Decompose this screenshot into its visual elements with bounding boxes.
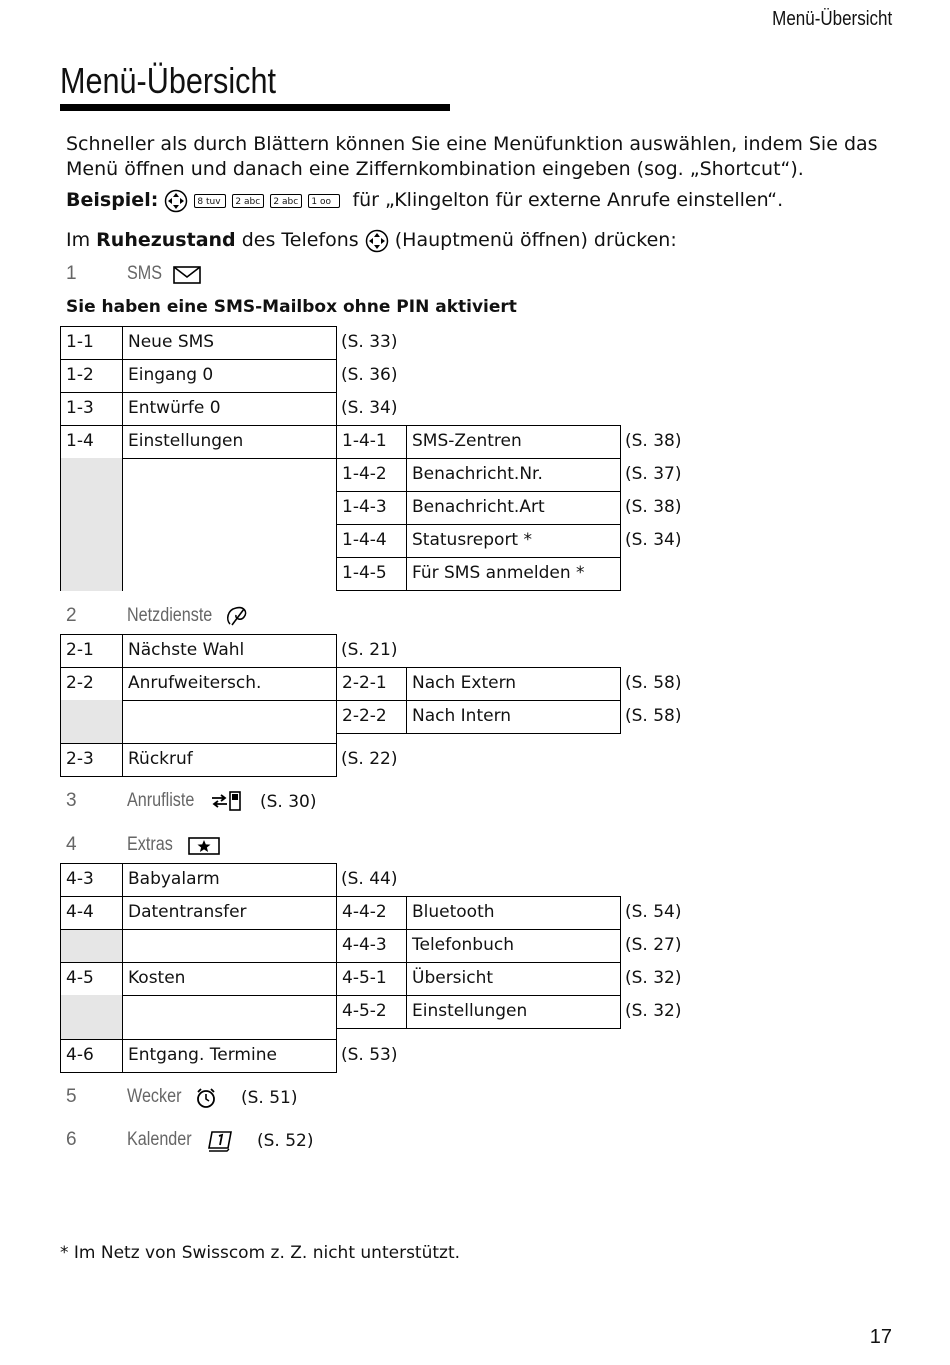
- section-name: Netzdienste: [127, 605, 213, 626]
- section-number: 2: [66, 605, 77, 626]
- menu-code: 4-5: [60, 962, 123, 996]
- section-number: 4: [66, 834, 77, 855]
- page-ref: (S. 34): [625, 530, 682, 550]
- submenu-code: 4-4-2: [336, 896, 407, 930]
- submenu-label: Einstellungen: [406, 995, 621, 1029]
- page-ref: (S. 32): [625, 1001, 682, 1021]
- section-number: 1: [66, 263, 77, 284]
- star-key-icon: [188, 837, 220, 855]
- submenu-label: Übersicht: [406, 962, 621, 996]
- menu-code: 2-3: [60, 743, 123, 777]
- menu-label: Datentransfer: [122, 896, 337, 930]
- menu-label: Eingang 0: [122, 359, 337, 393]
- submenu-code: 4-5-1: [336, 962, 407, 996]
- submenu-label: Telefonbuch: [406, 929, 621, 963]
- submenu-code: 4-5-2: [336, 995, 407, 1029]
- section-number: 3: [66, 790, 77, 811]
- title-rule: [60, 104, 450, 111]
- section-number: 6: [66, 1129, 77, 1150]
- submenu-label: Für SMS anmelden *: [406, 557, 621, 591]
- menu-label: Anrufweitersch.: [122, 667, 337, 701]
- page-ref: (S. 58): [625, 706, 682, 726]
- submenu-code: 4-4-3: [336, 929, 407, 963]
- submenu-code: 1-4-4: [336, 524, 407, 558]
- empty-cell: [122, 995, 337, 1040]
- shaded-spacer: [60, 458, 122, 591]
- page-title: Menü-Übersicht: [60, 60, 276, 101]
- page-ref: (S. 38): [625, 497, 682, 517]
- section-name: Anrufliste: [127, 790, 195, 811]
- digit-key-1: 1 oo: [308, 194, 340, 208]
- submenu-code: 1-4-3: [336, 491, 407, 525]
- menu-label: Nächste Wahl: [122, 634, 337, 668]
- page-ref: (S. 32): [625, 968, 682, 988]
- network-services-icon: [224, 604, 250, 628]
- sms-mailbox-note: Sie haben eine SMS-Mailbox ohne PIN aktiviert: [66, 297, 517, 317]
- shaded-spacer: [60, 700, 122, 744]
- page-ref: (S. 27): [625, 935, 682, 955]
- menu-code: 2-1: [60, 634, 123, 668]
- menu-code: 1-1: [60, 326, 123, 360]
- submenu-code: 1-4-2: [336, 458, 407, 492]
- envelope-icon: [173, 266, 201, 284]
- page-ref: (S. 52): [257, 1131, 314, 1151]
- menu-code: 4-3: [60, 863, 123, 897]
- submenu-code: 2-2-1: [336, 667, 407, 701]
- page-ref: (S. 33): [341, 332, 398, 352]
- column-divider: [122, 458, 123, 591]
- submenu-code: 2-2-2: [336, 700, 407, 734]
- menu-label: Einstellungen: [122, 425, 337, 459]
- submenu-label: SMS-Zentren: [406, 425, 621, 459]
- submenu-code: 1-4-5: [336, 557, 407, 591]
- menu-label: Babyalarm: [122, 863, 337, 897]
- page-ref: (S. 58): [625, 673, 682, 693]
- empty-cell: [122, 700, 337, 744]
- intro-line-1: Schneller als durch Blättern können Sie eine Menüfunktion auswählen, indem Sie das: [66, 133, 878, 155]
- digit-key-2: 2 abc: [232, 194, 264, 208]
- menu-label: Kosten: [122, 962, 337, 996]
- menu-code: 2-2: [60, 667, 123, 701]
- section-name: SMS: [127, 263, 163, 284]
- idle-pre: Im: [66, 229, 97, 251]
- nav-key-icon: [365, 229, 389, 253]
- nav-key-icon: [164, 189, 188, 213]
- alarm-clock-icon: [194, 1087, 218, 1109]
- idle-instruction: [66, 228, 677, 253]
- digit-key-2b: 2 abc: [270, 194, 302, 208]
- example-text: für „Klingelton für externe Anrufe einstellen“.: [352, 189, 784, 211]
- page-ref: (S. 22): [341, 749, 398, 769]
- submenu-label: Benachricht.Nr.: [406, 458, 621, 492]
- page-ref: (S. 38): [625, 431, 682, 451]
- section-name: Kalender: [127, 1129, 192, 1150]
- submenu-code: 1-4-1: [336, 425, 407, 459]
- digit-key-8: 8 tuv: [194, 194, 226, 208]
- menu-code: 4-4: [60, 896, 123, 930]
- menu-label: Neue SMS: [122, 326, 337, 360]
- menu-label: Entwürfe 0: [122, 392, 337, 426]
- calendar-icon: [207, 1129, 233, 1153]
- section-name: Extras: [127, 834, 173, 855]
- idle-post: (Hauptmenü öffnen) drücken:: [388, 229, 677, 251]
- menu-code: 1-2: [60, 359, 123, 393]
- running-header: Menü-Übersicht: [772, 8, 892, 30]
- menu-code: 1-3: [60, 392, 123, 426]
- submenu-label: Nach Intern: [406, 700, 621, 734]
- page-ref: (S. 21): [341, 640, 398, 660]
- empty-cell: [122, 929, 337, 963]
- submenu-label: Bluetooth: [406, 896, 621, 930]
- example-line: [66, 188, 783, 213]
- submenu-label: Nach Extern: [406, 667, 621, 701]
- page-ref: (S. 54): [625, 902, 682, 922]
- shaded-spacer: [60, 929, 123, 963]
- submenu-label: Statusreport *: [406, 524, 621, 558]
- call-list-icon: [210, 790, 242, 812]
- page-ref: (S. 30): [260, 792, 317, 812]
- submenu-label: Benachricht.Art: [406, 491, 621, 525]
- idle-bold: Ruhezustand: [96, 229, 236, 251]
- page-ref: (S. 53): [341, 1045, 398, 1065]
- menu-code: 1-4: [60, 425, 123, 459]
- idle-mid: des Telefons: [235, 229, 365, 251]
- menu-code: 4-6: [60, 1039, 123, 1073]
- page-ref: (S. 34): [341, 398, 398, 418]
- shaded-spacer: [60, 995, 122, 1040]
- menu-label: Rückruf: [122, 743, 337, 777]
- page-ref: (S. 44): [341, 869, 398, 889]
- section-name: Wecker: [127, 1086, 182, 1107]
- page-ref: (S. 37): [625, 464, 682, 484]
- section-number: 5: [66, 1086, 77, 1107]
- page-ref: (S. 51): [241, 1088, 298, 1108]
- page-ref: (S. 36): [341, 365, 398, 385]
- example-label: Beispiel:: [66, 189, 159, 211]
- intro-line-2: Menü öffnen und danach eine Ziffernkombination eingeben (sog. „Shortcut“).: [66, 158, 804, 180]
- page-number: 17: [869, 1326, 892, 1348]
- menu-label: Entgang. Termine: [122, 1039, 337, 1073]
- footnote: * Im Netz von Swisscom z. Z. nicht unterstützt.: [60, 1243, 461, 1263]
